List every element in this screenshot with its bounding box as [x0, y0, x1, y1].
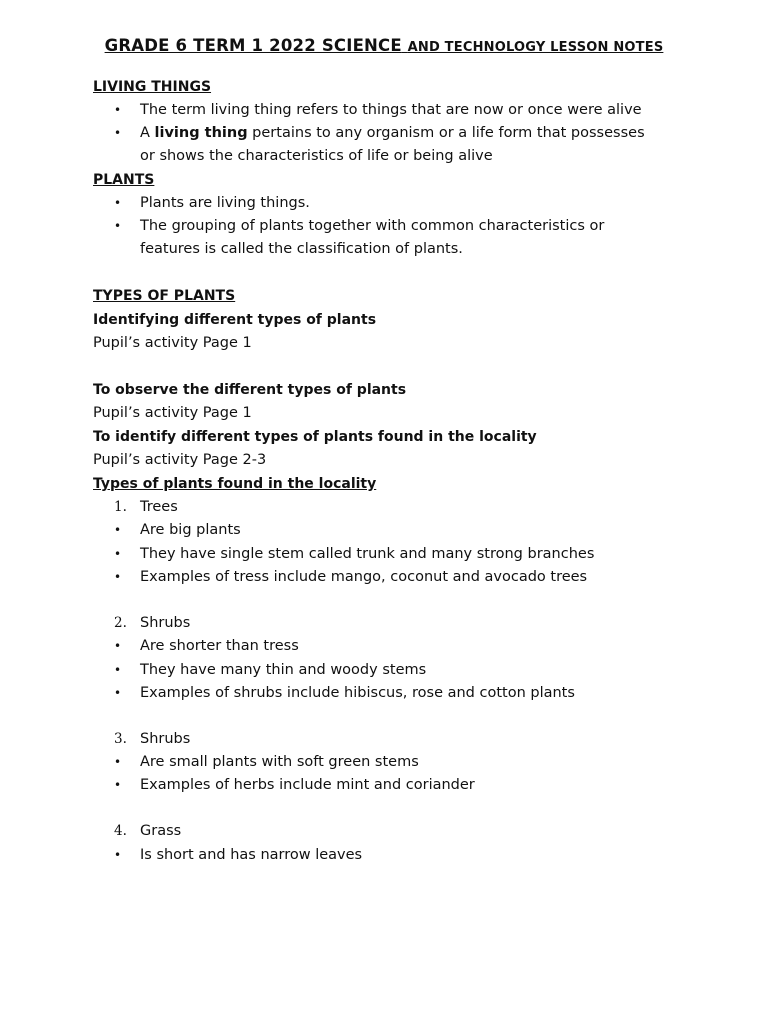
- subheading-types-locality: Types of plants found in the locality: [93, 476, 377, 492]
- bullet-2-prefix: A: [140, 125, 155, 141]
- list-item-herbs: Shrubs: [140, 731, 191, 747]
- bullet-icon: •: [114, 523, 122, 537]
- list-item-grass: Grass: [140, 823, 182, 839]
- bullet-2-bold-term: living thing: [154, 125, 248, 141]
- plants-bullet-2: The grouping of plants together with common characteristics or: [140, 218, 605, 234]
- list-item-trees: Trees: [140, 499, 178, 515]
- subheading-observe: To observe the different types of plants: [93, 382, 407, 398]
- list-number: 3.: [114, 731, 127, 747]
- plants-bullet-1: Plants are living things.: [140, 195, 310, 211]
- title-main: GRADE 6 TERM 1 2022 SCIENCE: [104, 36, 402, 55]
- bullet-icon: •: [114, 639, 122, 653]
- bullet-icon: •: [114, 663, 122, 677]
- living-things-bullet-1: The term living thing refers to things that are now or once were alive: [140, 102, 642, 118]
- bullet-icon: •: [114, 755, 122, 769]
- activity-ref-2: Pupil’s activity Page 1: [93, 405, 252, 421]
- grass-bullet-1: Is short and has narrow leaves: [140, 847, 363, 863]
- activity-ref-1: Pupil’s activity Page 1: [93, 335, 252, 351]
- living-things-bullet-2: [140, 122, 645, 144]
- herbs-bullet-2: Examples of herbs include mint and coriander: [140, 777, 475, 793]
- bullet-icon: •: [114, 196, 122, 210]
- bullet-2-rest: pertains to any organism or a life form that possesses: [247, 125, 645, 141]
- bullet-icon: •: [114, 570, 122, 584]
- list-number: 2.: [114, 615, 127, 631]
- bullet-icon: •: [114, 848, 122, 862]
- bullet-icon: •: [114, 103, 122, 117]
- title-rest: AND TECHNOLOGY LESSON NOTES: [407, 40, 664, 55]
- trees-bullet-1: Are big plants: [140, 522, 241, 538]
- bullet-icon: •: [114, 778, 122, 792]
- bullet-icon: •: [114, 126, 122, 140]
- shrubs-bullet-1: Are shorter than tress: [140, 638, 299, 654]
- activity-ref-3: Pupil’s activity Page 2-3: [93, 452, 267, 468]
- shrubs-bullet-3: Examples of shrubs include hibiscus, rose and cotton plants: [140, 685, 575, 701]
- list-item-shrubs: Shrubs: [140, 615, 191, 631]
- plants-bullet-2-continued: features is called the classification of plants.: [140, 241, 463, 257]
- heading-living-things: LIVING THINGS: [93, 79, 212, 95]
- trees-bullet-2: They have single stem called trunk and many strong branches: [140, 546, 595, 562]
- subheading-identify-locality: To identify different types of plants found in the locality: [93, 429, 537, 445]
- living-things-bullet-2-continued: or shows the characteristics of life or being alive: [140, 148, 493, 164]
- bullet-icon: •: [114, 686, 122, 700]
- subheading-identifying: Identifying different types of plants: [93, 312, 377, 328]
- heading-types-of-plants: TYPES OF PLANTS: [93, 288, 236, 304]
- document-title: [0, 36, 768, 55]
- shrubs-bullet-2: They have many thin and woody stems: [140, 662, 427, 678]
- trees-bullet-3: Examples of tress include mango, coconut and avocado trees: [140, 569, 588, 585]
- list-number: 4.: [114, 823, 127, 839]
- bullet-icon: •: [114, 547, 122, 561]
- list-number: 1.: [114, 499, 127, 515]
- heading-plants: PLANTS: [93, 172, 155, 188]
- herbs-bullet-1: Are small plants with soft green stems: [140, 754, 419, 770]
- bullet-icon: •: [114, 219, 122, 233]
